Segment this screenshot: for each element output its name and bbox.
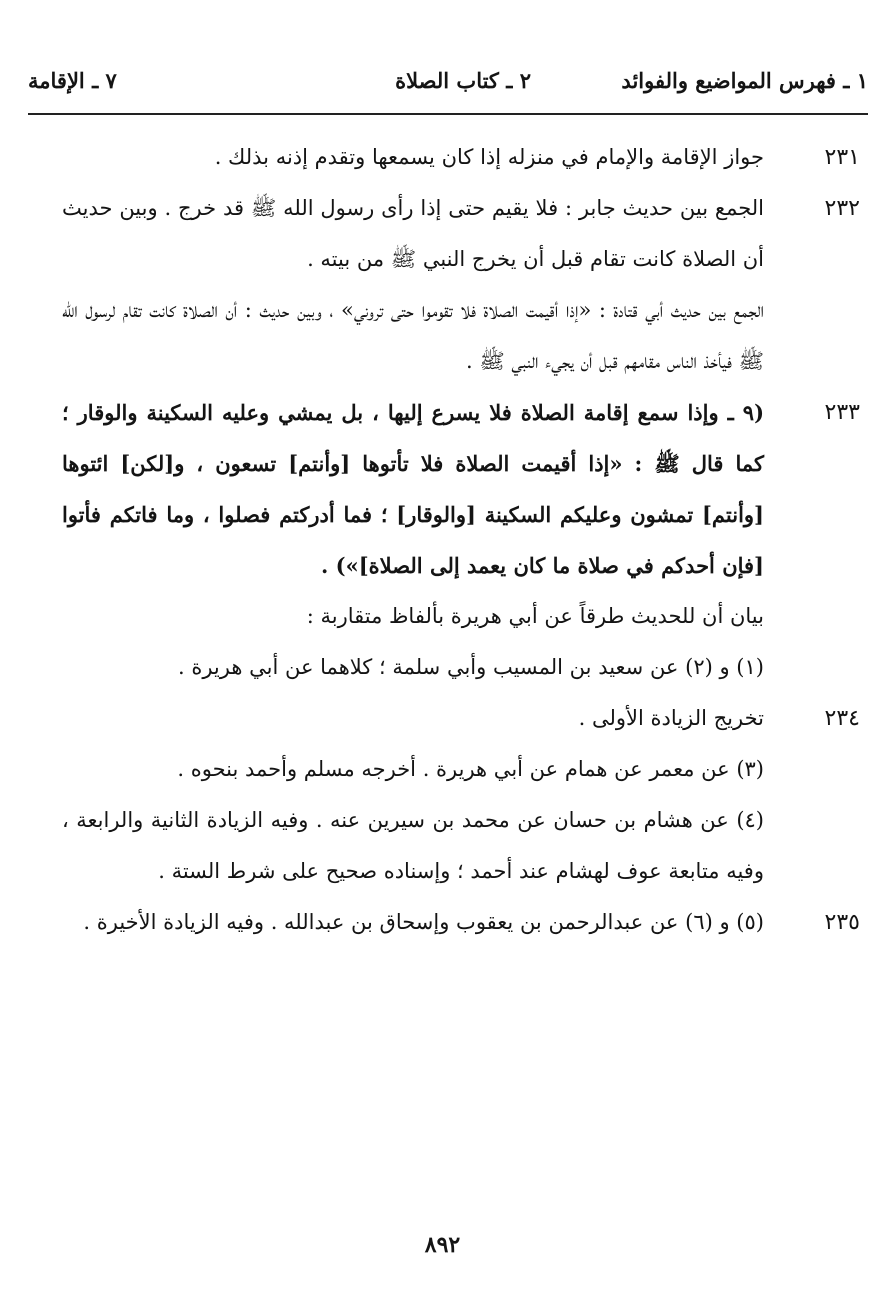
index-entry-234-note bbox=[62, 795, 860, 897]
index-entry-233-note bbox=[62, 591, 860, 642]
entry-text: تخريج الزيادة الأولى . bbox=[578, 706, 764, 730]
entry-text: (٥) و (٦) عن عبدالرحمن بن يعقوب وإسحاق بن عبدالله . وفيه الزيادة الأخيرة . bbox=[83, 910, 764, 934]
entry-page-number: ٢٣١ bbox=[824, 145, 860, 170]
entry-text: (٣) عن معمر عن همام عن أبي هريرة . أخرجه مسلم وأحمد بنحوه . bbox=[177, 757, 764, 781]
index-entry-233-note bbox=[62, 642, 860, 693]
entry-page-number: ٢٣٥ bbox=[824, 910, 860, 935]
index-entry-234-note bbox=[62, 744, 860, 795]
header-section-index: ١ ـ فهرس المواضيع والفوائد bbox=[621, 68, 868, 93]
entry-text: بيان أن للحديث طرقاً عن أبي هريرة بألفاظ متقاربة : bbox=[306, 604, 764, 628]
entry-text: (١) و (٢) عن سعيد بن المسيب وأبي سلمة ؛ كلاهما عن أبي هريرة . bbox=[177, 655, 764, 679]
entry-page-number: ٢٣٤ bbox=[824, 706, 860, 731]
running-header bbox=[28, 62, 868, 102]
entry-heading-text: (٩ ـ وإذا سمع إقامة الصلاة فلا يسرع إليها ، بل يمشي وعليه السكينة والوقار ؛ كما قال ﷺ : «إذا أقيمت الصلاة فلا تأتوها [وأنتم] تسعون ، و[لكن] ائتوها [وأنتم] تمشون وعليكم السكينة [والوقار] ؛ فما أدركتم فصلوا ، وما فاتكم فأتوا [فإن أحدكم في صلاة ما كان يعمد إلى الصلاة]») . bbox=[62, 400, 764, 578]
header-chapter-title: ٧ ـ الإقامة bbox=[28, 68, 117, 93]
index-body bbox=[62, 132, 860, 948]
entry-text: الجمع بين حديث جابر : فلا يقيم حتى إذا رأى رسول الله ﷺ قد خرج . وبين حديث أن الصلاة كانت تقام قبل أن يخرج النبي ﷺ من بيته . bbox=[62, 196, 764, 271]
entry-text: (٤) عن هشام بن حسان عن محمد بن سيرين عنه . وفيه الزيادة الثانية والرابعة ، وفيه متابعة عوف لهشام عند أحمد ؛ وإسناده صحيح على شرط الستة . bbox=[62, 808, 764, 883]
index-entry-232-cont bbox=[62, 285, 860, 387]
index-entry-233 bbox=[62, 387, 860, 591]
header-rule bbox=[28, 113, 868, 115]
entry-page-number: ٢٣٣ bbox=[824, 400, 860, 425]
entry-page-number: ٢٣٢ bbox=[824, 196, 860, 221]
index-entry-231 bbox=[62, 132, 860, 183]
header-book-title: ٢ ـ كتاب الصلاة bbox=[395, 68, 531, 93]
index-entry-234 bbox=[62, 693, 860, 744]
entry-text: الجمع بين حديث أبي قتادة : «إذا أقيمت الصلاة فلا تقوموا حتى تروني» ، وبين حديث : أن الصلاة كانت تقام لرسول الله ﷺ فيأخذ الناس مقامهم قبل أن يجيء النبي ﷺ . bbox=[62, 298, 764, 373]
page-number: ٨٩٢ bbox=[424, 1232, 461, 1258]
entry-text: جواز الإقامة والإمام في منزله إذا كان يسمعها وتقدم إذنه بذلك . bbox=[214, 145, 764, 169]
index-entry-235 bbox=[62, 897, 860, 948]
index-entry-232 bbox=[62, 183, 860, 285]
